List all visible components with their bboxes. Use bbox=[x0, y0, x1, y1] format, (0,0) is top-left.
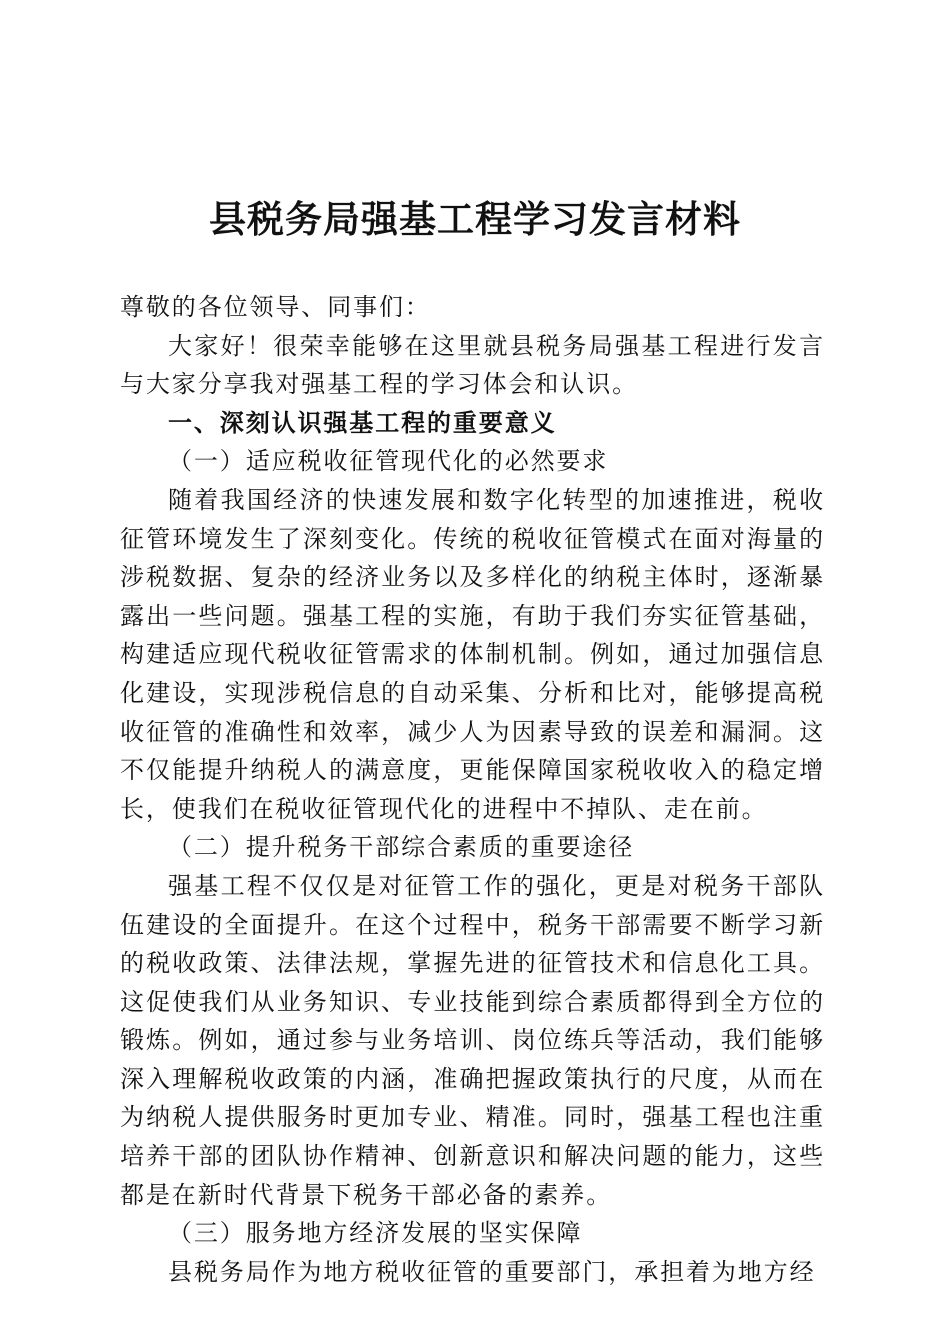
subsection-heading-3: （三）服务地方经济发展的坚实保障 bbox=[168, 1219, 583, 1248]
subsection-paragraph-1: 随着我国经济的快速发展和数字化转型的加速推进，税收征管环境发生了深刻变化。传统的税收征管模式在面对海量的涉税数据、复杂的经济业务以及多样化的纳税主体时，逐渐暴露出一些问题。强基工程的实施，有助于我们夯实征管基础，构建适应现代税收征管需求的体制机制。例如，通过加强信息化建设，实现涉税信息的自动采集、分析和比对，能够提高税收征管的准确性和效率，减少人为因素导致的误差和漏洞。这不仅能提升纳税人的满意度，更能保障国家税收收入的稳定增长，使我们在税收征管现代化的进程中不掉队、走在前。 bbox=[120, 485, 825, 823]
salutation: 尊敬的各位领导、同事们： bbox=[120, 293, 431, 321]
intro-paragraph: 大家好！很荣幸能够在这里就县税务局强基工程进行发言与大家分享我对强基工程的学习体会和认识。 bbox=[120, 331, 825, 399]
section-heading-1: 一、深刻认识强基工程的重要意义 bbox=[168, 408, 557, 437]
document-body bbox=[120, 288, 825, 1291]
subsection-paragraph-3: 县税务局作为地方税收征管的重要部门，承担着为地方经 bbox=[168, 1257, 816, 1286]
subsection-heading-1: （一）适应税收征管现代化的必然要求 bbox=[168, 447, 609, 476]
subsection-paragraph-2: 强基工程不仅仅是对征管工作的强化，更是对税务干部队伍建设的全面提升。在这个过程中，税务干部需要不断学习新的税收政策、法律法规，掌握先进的征管技术和信息化工具。这促使我们从业务知识、专业技能到综合素质都得到全方位的锻炼。例如，通过参与业务培训、岗位练兵等活动，我们能够深入理解税收政策的内涵，准确把握政策执行的尺度，从而在为纳税人提供服务时更加专业、精准。同时，强基工程也注重培养干部的团队协作精神、创新意识和解决问题的能力，这些都是在新时代背景下税务干部必备的素养。 bbox=[120, 871, 825, 1209]
document-title: 县税务局强基工程学习发言材料 bbox=[209, 197, 741, 241]
subsection-heading-2: （二）提升税务干部综合素质的重要途径 bbox=[168, 833, 635, 862]
